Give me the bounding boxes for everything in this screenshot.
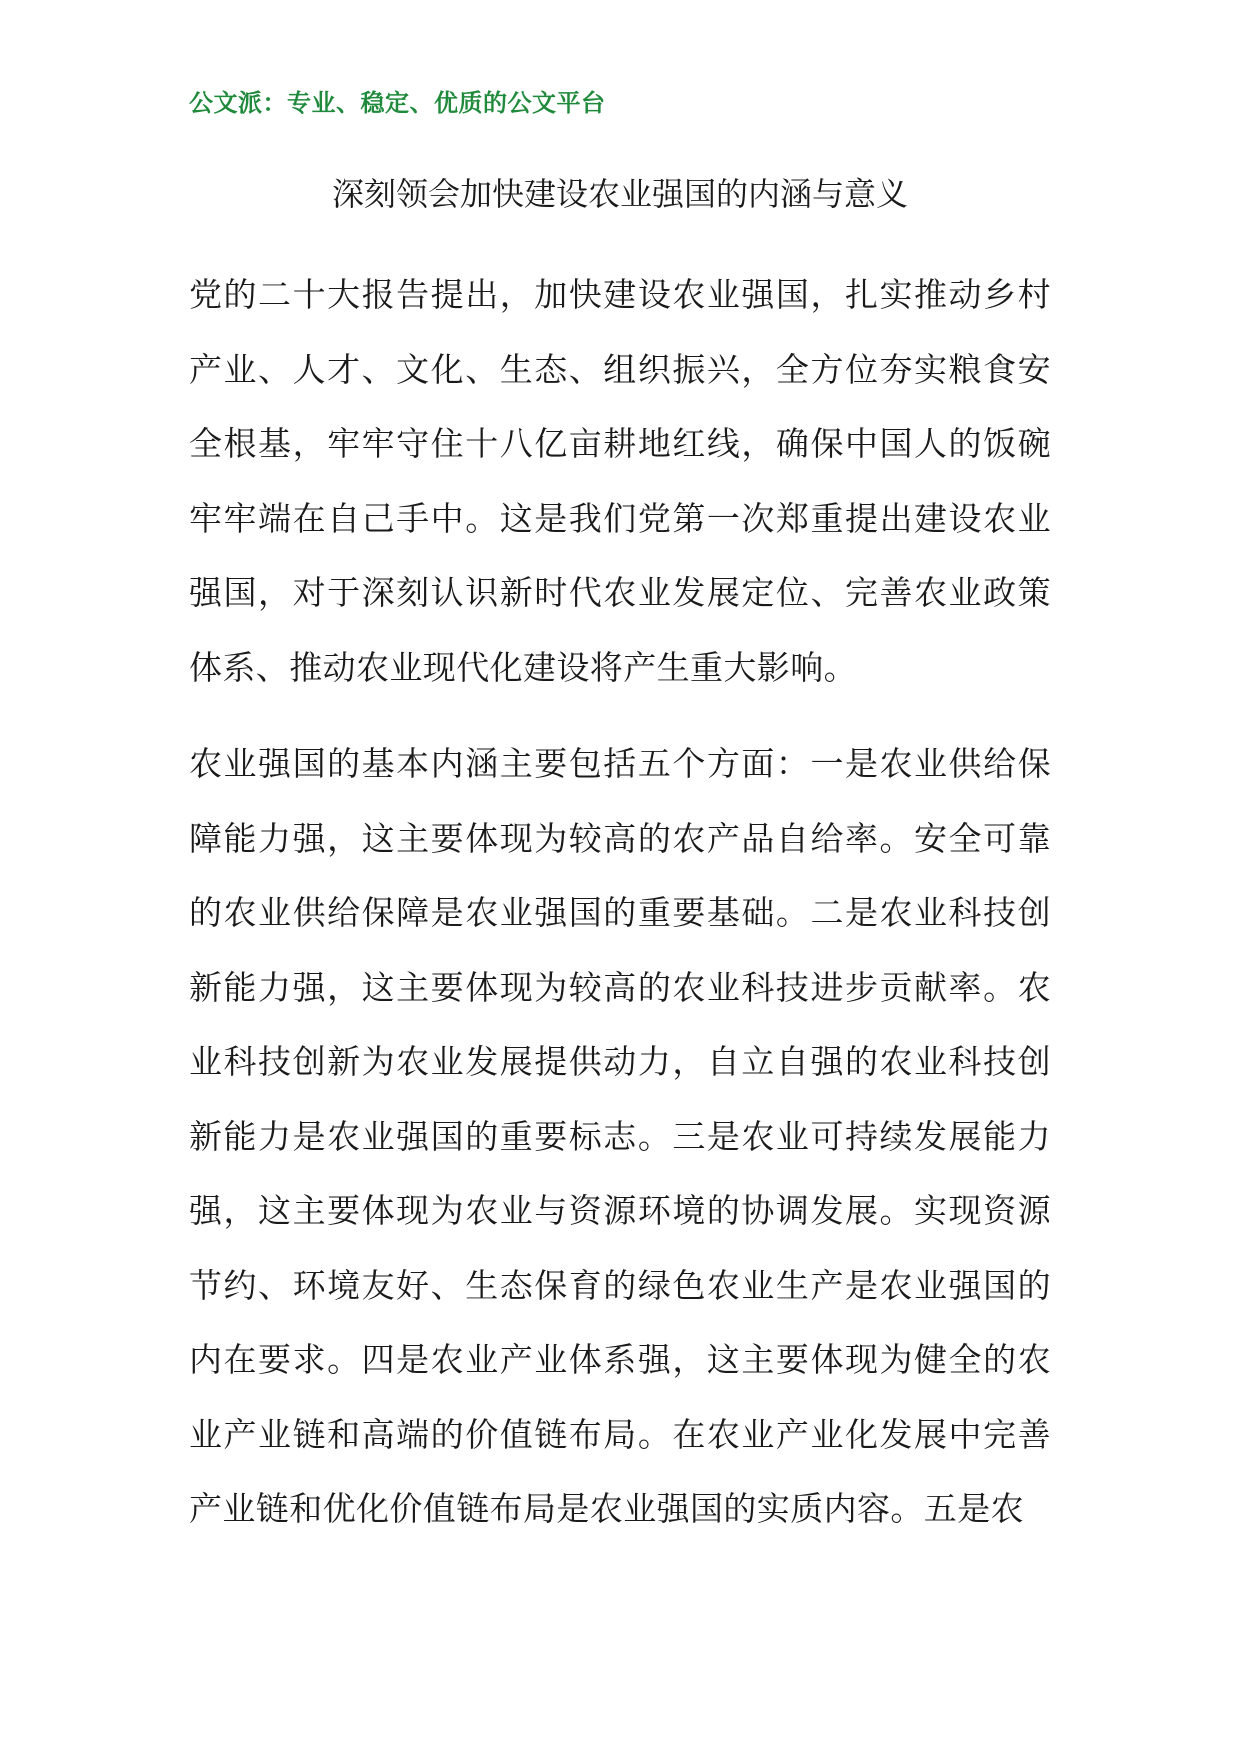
header-banner: 公文派：专业、稳定、优质的公文平台 — [189, 88, 606, 117]
paragraph-2: 农业强国的基本内涵主要包括五个方面：一是农业供给保障能力强，这主要体现为较高的农产品自给率。安全可靠的农业供给保障是农业强国的重要基础。二是农业科技创新能力强，这主要体现为较高的农业科技进步贡献率。农业科技创新为农业发展提供动力，自立自强的农业科技创新能力是农业强国的重要标志。三是农业可持续发展能力强，这主要体现为农业与资源环境的协调发展。实现资源节约、环境友好、生态保育的绿色农业生产是农业强国的内在要求。四是农业产业体系强，这主要体现为健全的农业产业链和高端的价值链布局。在农业产业化发展中完善产业链和优化价值链布局是农业强国的实质内容。五是农 — [189, 744, 1051, 1528]
paragraph-1: 党的二十大报告提出，加快建设农业强国，扎实推动乡村产业、人才、文化、生态、组织振兴，全方位夯实粮食安全根基，牢牢守住十八亿亩耕地红线，确保中国人的饭碗牢牢端在自己手中。这是我们党第一次郑重提出建设农业强国，对于深刻认识新时代农业发展定位、完善农业政策体系、推动农业现代化建设将产生重大影响。 — [189, 275, 1051, 687]
document-body — [189, 258, 1051, 1569]
document-title: 深刻领会加快建设农业强国的内涵与意义 — [331, 175, 908, 213]
